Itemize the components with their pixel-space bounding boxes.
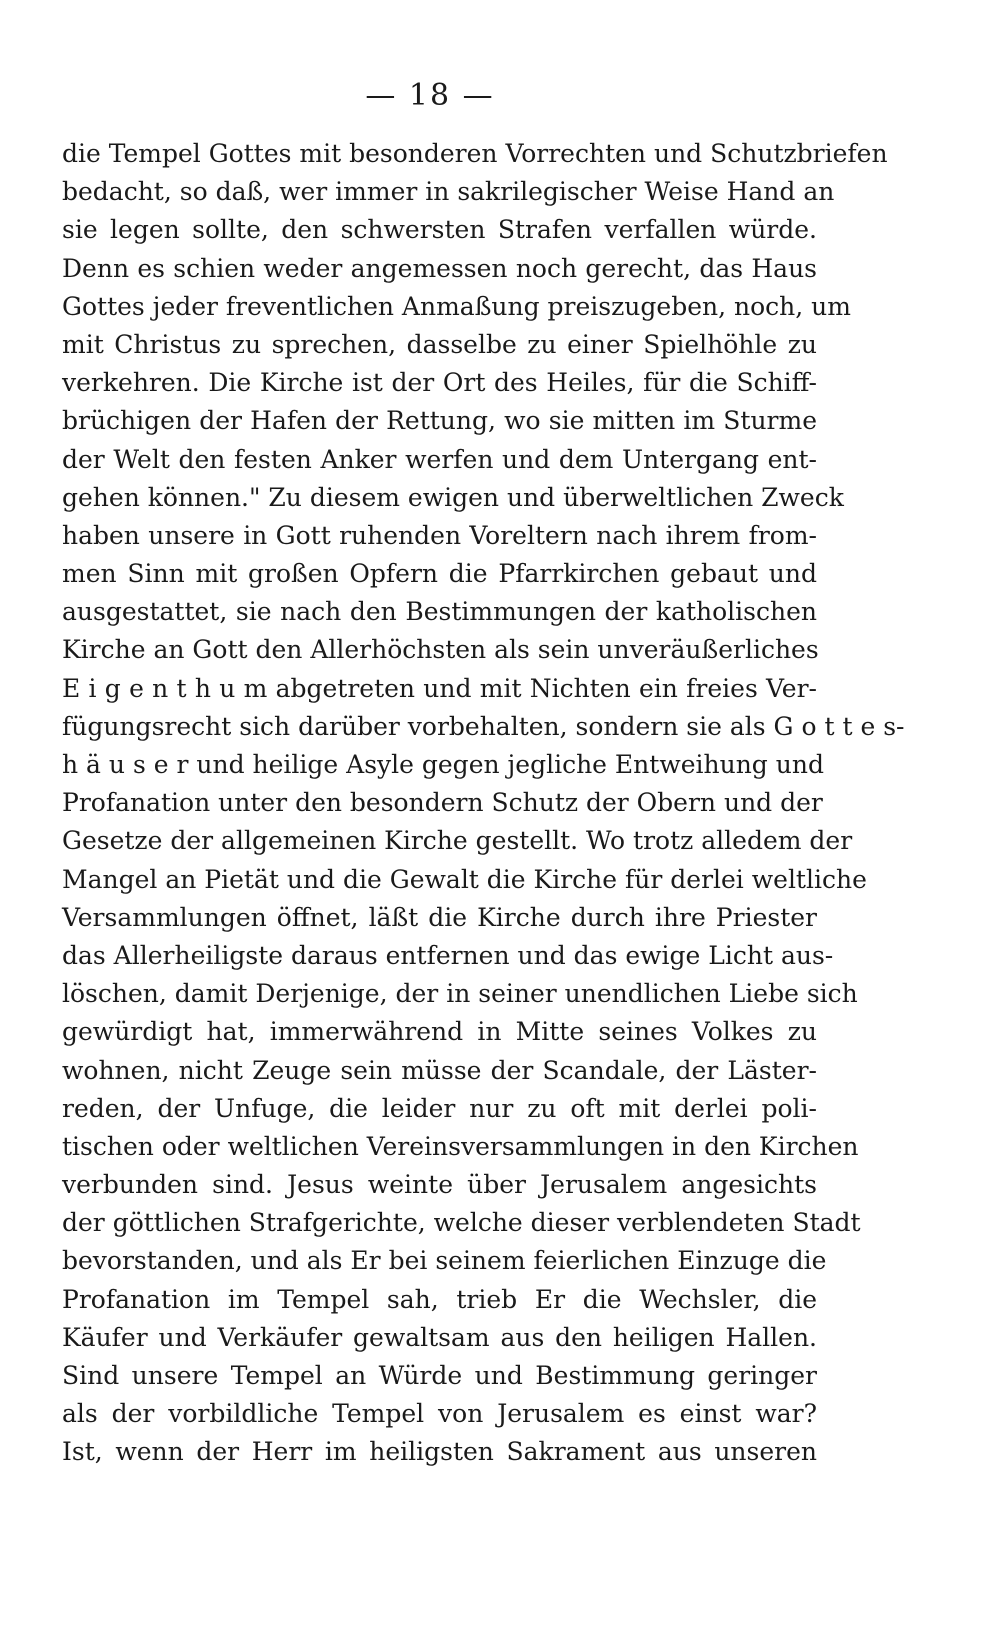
text-line: Profanation unter den besondern Schutz der Obern und der [62,788,823,818]
text-line: bedacht, so daß, wer immer in sakrilegischer Weise Hand an [62,177,835,207]
text-line: h ä u s e r und heilige Asyle gegen jegliche Entweihung und [62,750,824,779]
text-line: Denn es schien weder angemessen noch gerecht, das Haus [62,253,817,283]
text-line: Sind unsere Tempel an Würde und Bestimmung geringer [62,1361,817,1390]
text-line: die Tempel Gottes mit besonderen Vorrechten und Schutzbriefen [62,139,888,168]
text-line: reden, der Unfuge, die leider nur zu oft mit derlei poli- [62,1093,817,1123]
text-line: das Allerheiligste daraus entfernen und das ewige Licht aus- [62,940,834,970]
text-line: der Welt den festen Anker werfen und dem Untergang ent- [62,444,817,474]
text-line: Gottes jeder freventlichen Anmaßung preiszugeben, noch, um [62,291,851,321]
text-line: verkehren. Die Kirche ist der Ort des Heiles, für die Schiff- [62,368,817,398]
page-number: — 18 — [365,78,495,113]
text-line: bevorstanden, und als Er bei seinem feierlichen Einzuge die [62,1246,827,1276]
text-line: Profanation im Tempel sah, trieb Er die Wechsler, die [62,1284,817,1314]
text-line: gehen können." Zu diesem ewigen und überweltlichen Zweck [62,482,844,512]
text-line: sie legen sollte, den schwersten Strafen verfallen würde. [62,215,817,245]
text-line: E i g e n t h u m abgetreten und mit Nichten ein freies Ver- [62,673,817,703]
text-line: wohnen, nicht Zeuge sein müsse der Scandale, der Läster- [62,1055,817,1085]
text-line: mit Christus zu sprechen, dasselbe zu einer Spielhöhle zu [62,329,817,359]
text-line: der göttlichen Strafgerichte, welche dieser verblendeten Stadt [62,1208,861,1238]
body-text [62,135,905,1472]
text-line: haben unsere in Gott ruhenden Voreltern nach ihrem from- [62,520,817,550]
text-line: löschen, damit Derjenige, der in seiner unendlichen Liebe sich [62,979,858,1009]
text-line: brüchigen der Hafen der Rettung, wo sie mitten im Sturme [62,406,817,436]
text-line: Kirche an Gott den Allerhöchsten als sein unveräußerliches [62,635,819,665]
text-line: Gesetze der allgemeinen Kirche gestellt. Wo trotz alledem der [62,826,853,856]
text-line: Käufer und Verkäufer gewaltsam aus den heiligen Hallen. [62,1322,817,1352]
text-line: gewürdigt hat, immerwährend in Mitte seines Volkes zu [62,1017,817,1047]
text-line: Ist, wenn der Herr im heiligsten Sakrament aus unseren [62,1437,817,1467]
text-line: men Sinn mit großen Opfern die Pfarrkirchen gebaut und [62,559,817,589]
text-line: tischen oder weltlichen Vereinsversammlungen in den Kirchen [62,1131,859,1161]
text-line: Mangel an Pietät und die Gewalt die Kirche für derlei weltliche [62,864,867,894]
text-line: Versammlungen öffnet, läßt die Kirche durch ihre Priester [62,902,817,932]
text-line: verbunden sind. Jesus weinte über Jerusalem angesichts [62,1170,817,1200]
text-line: fügungsrecht sich darüber vorbehalten, sondern sie als G o t t e s- [62,711,905,741]
text-line: als der vorbildliche Tempel von Jerusalem es einst war? [62,1399,817,1429]
text-line: ausgestattet, sie nach den Bestimmungen der katholischen [62,597,817,627]
